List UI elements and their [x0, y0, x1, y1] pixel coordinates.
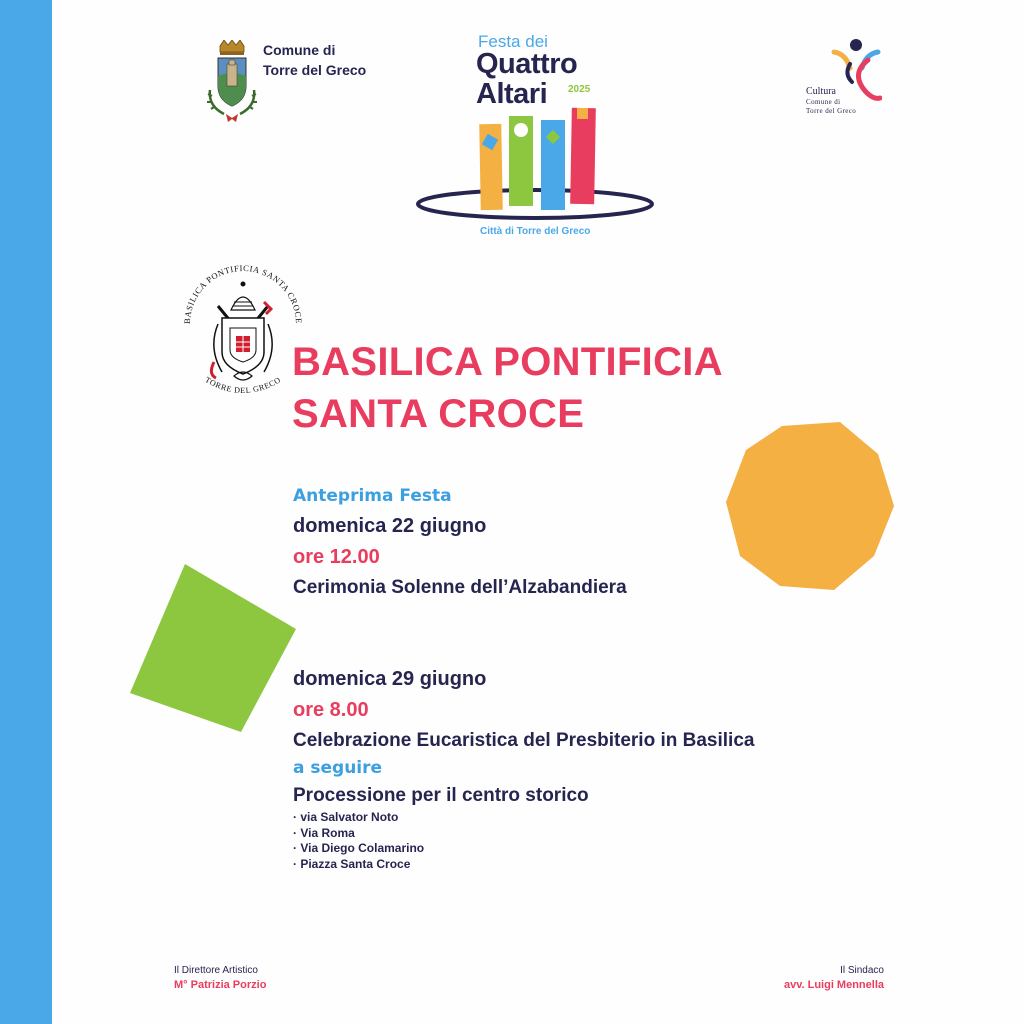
- event2-followup-label: a seguire: [293, 758, 383, 778]
- festival-line1: Festa dei: [478, 32, 548, 51]
- route-item: · Piazza Santa Croce: [293, 856, 411, 871]
- cultura-sub2: Torre del Greco: [806, 107, 857, 115]
- event1-date: domenica 22 giugno: [293, 515, 487, 537]
- cultura-figure-icon: [830, 38, 882, 104]
- culture-logo: [800, 38, 910, 128]
- green-square-shape: [128, 562, 300, 734]
- route-item: · Via Roma: [293, 825, 355, 840]
- orange-decagon-shape: [724, 420, 898, 594]
- svg-text:BASILICA PONTIFICIA SANTA CROC: BASILICA PONTIFICIA SANTA CROCE: [181, 262, 305, 325]
- festival-line3: Altari: [476, 78, 548, 110]
- left-blue-band: [0, 0, 52, 1024]
- main-title-line2: SANTA CROCE: [292, 392, 585, 436]
- event2-date: domenica 29 giugno: [293, 668, 487, 690]
- event1-description: Cerimonia Solenne dell’Alzabandiera: [293, 577, 627, 598]
- basilica-seal-icon: [178, 262, 308, 412]
- footer-right-role: Il Sindaco: [840, 965, 884, 976]
- festival-year: 2025: [568, 84, 591, 95]
- main-title: [292, 336, 723, 440]
- event2-followup: Processione per il centro storico: [293, 785, 589, 806]
- svg-text:TORRE DEL GRECO: TORRE DEL GRECO: [203, 375, 283, 396]
- route-item: · Via Diego Colamarino: [293, 841, 425, 855]
- cultura-sub1: Comune di: [806, 98, 841, 106]
- footer-right-name: avv. Luigi Mennella: [783, 979, 884, 991]
- festival-city: Città di Torre del Greco: [480, 226, 591, 237]
- footer-left-role: Il Direttore Artistico: [174, 965, 258, 976]
- footer-artistic-director: [174, 964, 266, 992]
- footer-left-name: M° Patrizia Porzio: [174, 979, 267, 991]
- event2-time: ore 8.00: [293, 699, 369, 721]
- procession-route-list: [293, 810, 424, 872]
- event1-time: ore 12.00: [293, 546, 380, 568]
- city-crest-icon: [204, 40, 260, 126]
- event2-description: Celebrazione Eucaristica del Presbiterio in Basilica: [293, 730, 755, 751]
- festival-line2: Quattro: [476, 48, 578, 80]
- festival-logo: [410, 28, 660, 248]
- footer-mayor: [784, 964, 884, 992]
- comune-line1: Comune di: [263, 42, 336, 58]
- route-item: · via Salvator Noto: [293, 810, 399, 824]
- comune-line2: Torre del Greco: [263, 62, 367, 78]
- cultura-title: Cultura: [806, 86, 836, 97]
- comune-logo: [200, 36, 400, 136]
- event1-label: Anteprima Festa: [293, 486, 452, 506]
- main-title-line1: BASILICA PONTIFICIA: [292, 340, 723, 384]
